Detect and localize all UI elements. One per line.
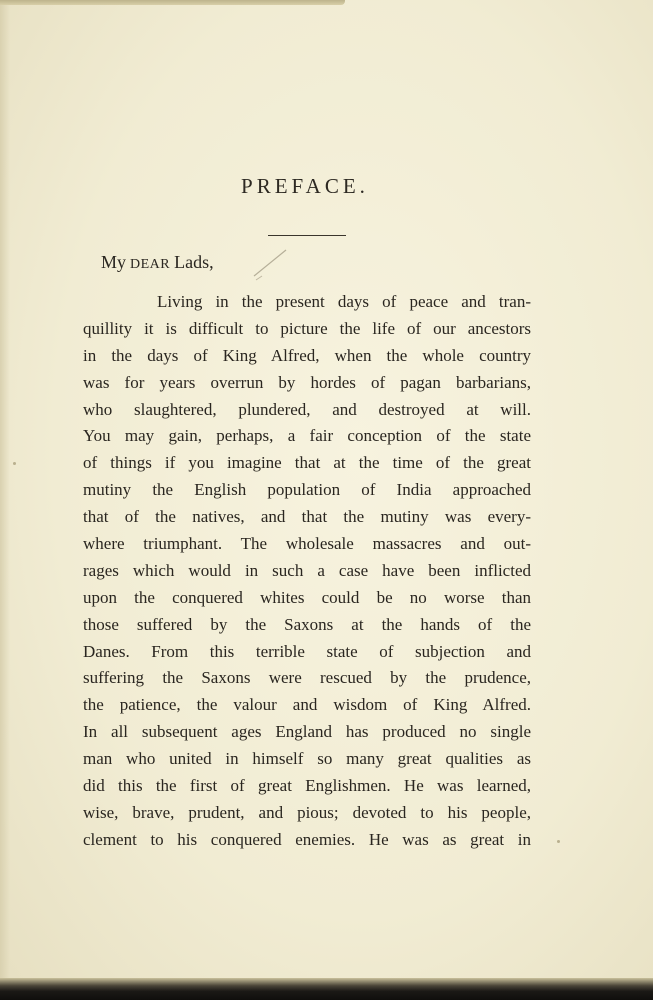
text-line: clement to his conquered enemies. He was as great in <box>83 829 531 849</box>
text-line: rages which would in such a case have been inflicted <box>83 560 531 580</box>
text-line: the patience, the valour and wisdom of King Alfred. <box>83 695 531 715</box>
page-bottom-edge <box>0 978 653 1000</box>
pencil-mark-icon <box>250 246 290 286</box>
text-line: that of the natives, and that the mutiny was every- <box>83 507 531 527</box>
text-line: of things if you imagine that at the time of the great <box>83 453 531 473</box>
salutation-comma: , <box>209 252 214 272</box>
salutation-word-dear: DEAR <box>126 257 175 272</box>
text-line: You may gain, perhaps, a fair conception of the state <box>83 426 531 446</box>
text-line: Danes. From this terrible state of subjection and <box>83 641 531 661</box>
text-line: who slaughtered, plundered, and destroyed at will. <box>83 399 531 419</box>
title-divider <box>268 235 346 236</box>
text-line: in the days of King Alfred, when the whole country <box>83 345 531 365</box>
preface-body <box>83 289 531 854</box>
text-line: In all subsequent ages England has produced no single <box>83 722 531 742</box>
text-line: Living in the present days of peace and tran- <box>157 292 531 311</box>
text-line: where triumphant. The wholesale massacres and out- <box>83 534 531 554</box>
text-line: upon the conquered whites could be no worse than <box>83 587 531 607</box>
top-edge-mark <box>0 0 345 5</box>
salutation <box>101 252 214 273</box>
text-line: did this the first of great Englishmen. He was learned, <box>83 776 531 796</box>
paper-speck <box>557 840 560 843</box>
page-gutter-shadow <box>0 0 10 1000</box>
salutation-word-lads: Lads <box>174 252 210 272</box>
text-line: quillity it is difficult to picture the life of our ancestors <box>83 318 531 338</box>
salutation-word-my: My <box>101 252 127 272</box>
text-line: was for years overrun by hordes of pagan barbarians, <box>83 372 531 392</box>
text-line: those suffered by the Saxons at the hands of the <box>83 614 531 634</box>
page-title: PREFACE. <box>241 174 369 198</box>
paper-speck <box>13 462 16 465</box>
text-line: man who united in himself so many great qualities as <box>83 749 531 769</box>
text-line: mutiny the English population of India approached <box>83 480 531 500</box>
text-line: wise, brave, prudent, and pious; devoted to his people, <box>83 802 531 822</box>
text-line: suffering the Saxons were rescued by the prudence, <box>83 668 531 688</box>
